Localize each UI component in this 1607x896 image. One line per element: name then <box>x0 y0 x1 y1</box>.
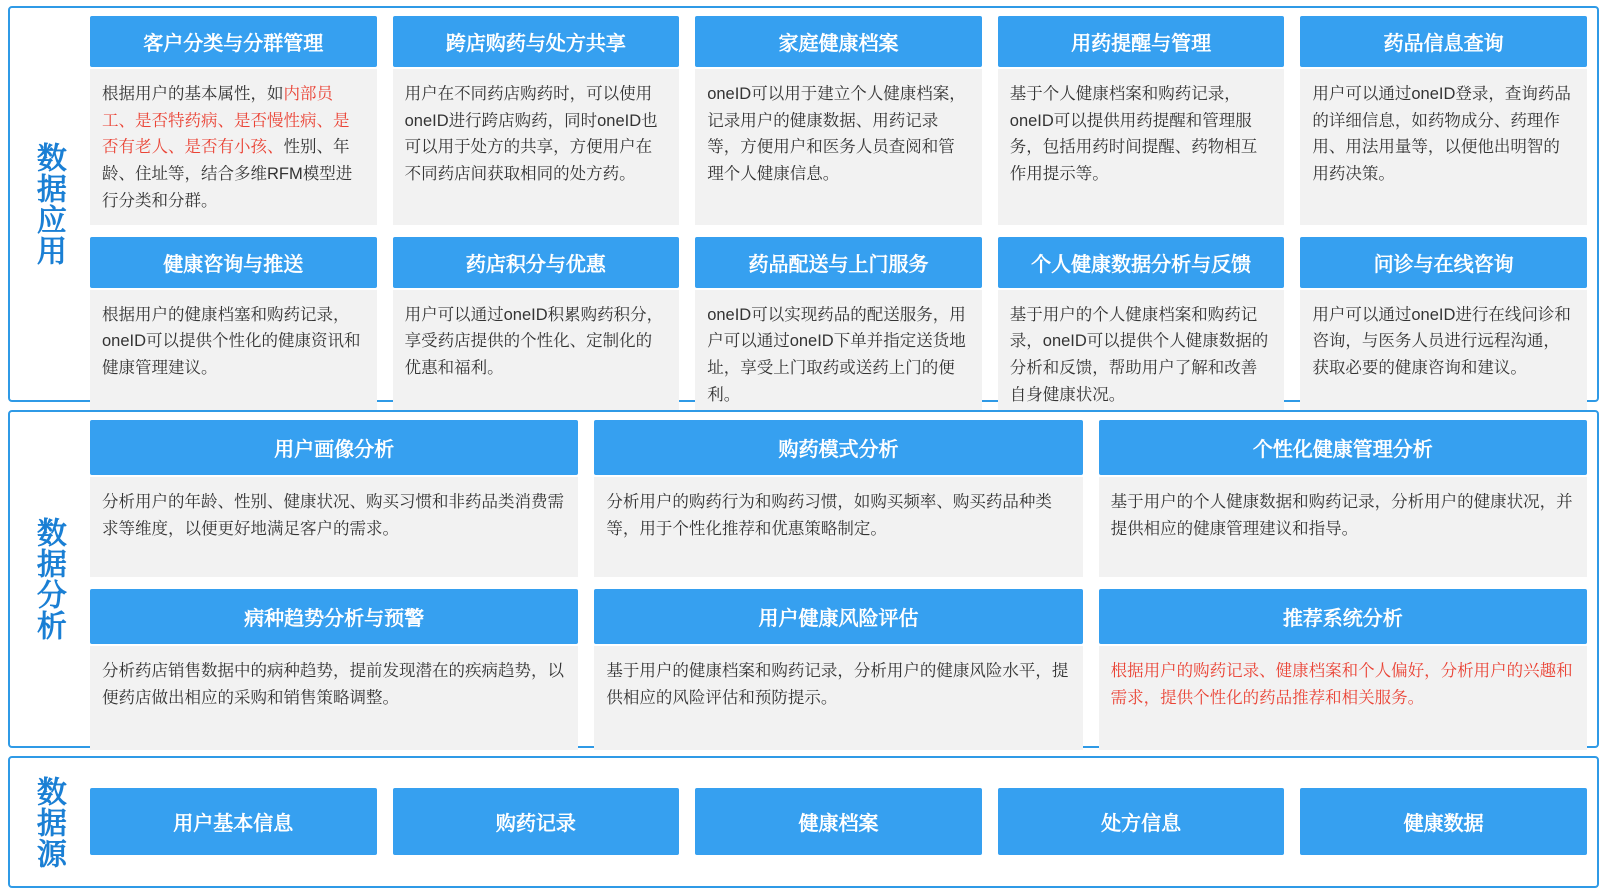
card-description-highlight: 内部员工、是否特药病、是否慢性病、是否有老人、是否有小孩、 <box>102 85 350 157</box>
card-description-suffix: 性别、年龄、住址等，结合多维RFM模型进行分类和分群。 <box>102 138 353 210</box>
card-row <box>90 420 1587 577</box>
card-description: 基于用户的个人健康数据和购药记录，分析用户的健康状况，并提供相应的健康管理建议和指导。 <box>1099 477 1587 577</box>
card-description: 根据用户的购药记录、健康档案和个人偏好，分析用户的兴趣和需求，提供个性化的药品推荐和相关服务。 <box>1099 646 1587 750</box>
card-row <box>90 16 1587 225</box>
card-personalized-health-management-analysis[interactable] <box>1099 420 1587 577</box>
section-data-source <box>8 756 1599 888</box>
card-customer-segmentation[interactable] <box>90 16 377 225</box>
card-user-profile-analysis[interactable] <box>90 420 578 577</box>
card-title: 购药模式分析 <box>594 420 1082 475</box>
card-disease-trend-analysis[interactable] <box>90 589 578 750</box>
card-title: 健康数据 <box>1300 788 1587 855</box>
card-drug-delivery-service[interactable] <box>695 237 982 419</box>
card-description: 分析用户的年龄、性别、健康状况、购买习惯和非药品类消费需求等维度，以便更好地满足客户的需求。 <box>90 477 578 577</box>
card-medication-reminder[interactable] <box>998 16 1285 225</box>
card-title: 健康咨询与推送 <box>90 237 377 288</box>
card-title: 家庭健康档案 <box>695 16 982 67</box>
card-title: 处方信息 <box>998 788 1285 855</box>
card-description: 根据用户的健康档塞和购药记录，oneID可以提供个性化的健康资讯和健康管理建议。 <box>90 290 377 419</box>
card-title: 健康档案 <box>695 788 982 855</box>
card-title: 用户画像分析 <box>90 420 578 475</box>
card-title: 购药记录 <box>393 788 680 855</box>
card-description-prefix: 根据用户的基本属性，如 <box>102 85 284 103</box>
section-body-data-source <box>86 758 1597 886</box>
card-title: 用户基本信息 <box>90 788 377 855</box>
card-title: 药店积分与优惠 <box>393 237 680 288</box>
source-user-basic-info[interactable] <box>90 788 377 855</box>
card-title: 病种趋势分析与预警 <box>90 589 578 644</box>
section-label-text: 数据分析 <box>31 517 65 641</box>
card-title: 客户分类与分群管理 <box>90 16 377 67</box>
card-purchase-pattern-analysis[interactable] <box>594 420 1082 577</box>
card-description: 分析药店销售数据中的病种趋势，提前发现潜在的疾病趋势，以便药店做出相应的采购和销售策略调整。 <box>90 646 578 750</box>
card-row <box>90 237 1587 419</box>
card-title: 个人健康数据分析与反馈 <box>998 237 1285 288</box>
section-label-text: 数据应用 <box>31 142 65 266</box>
card-title: 药品配送与上门服务 <box>695 237 982 288</box>
section-data-analysis <box>8 410 1599 748</box>
card-drug-information-query[interactable] <box>1300 16 1587 225</box>
card-pharmacy-points-discount[interactable] <box>393 237 680 419</box>
card-description: 用户在不同药店购药时，可以使用oneID进行跨店购药，同时oneID也可以用于处方的共享，方便用户在不同药店间获取相同的处方药。 <box>393 69 680 225</box>
section-body-data-analysis <box>86 412 1597 746</box>
card-description: 基于用户的个人健康档案和购药记录，oneID可以提供个人健康数据的分析和反馈，帮助用户了解和改善自身健康状况。 <box>998 290 1285 419</box>
source-health-data[interactable] <box>1300 788 1587 855</box>
card-title: 问诊与在线咨询 <box>1300 237 1587 288</box>
section-data-application <box>8 6 1599 402</box>
card-description: 基于个人健康档案和购药记录，oneID可以提供用药提醒和管理服务，包括用药时间提醒、药物相互作用提示等。 <box>998 69 1285 225</box>
card-description: 分析用户的购药行为和购药习惯，如购买频率、购买药品种类等，用于个性化推荐和优惠策略制定。 <box>594 477 1082 577</box>
card-description: oneID可以实现药品的配送服务，用户可以通过oneID下单并指定送货地址，享受上门取药或送药上门的便利。 <box>695 290 982 419</box>
source-prescription-info[interactable] <box>998 788 1285 855</box>
card-description: 基于用户的健康档案和购药记录，分析用户的健康风险水平，提供相应的风险评估和预防提示。 <box>594 646 1082 750</box>
section-label-data-application <box>10 8 86 400</box>
card-title: 跨店购药与处方共享 <box>393 16 680 67</box>
card-description: 用户可以通过oneID进行在线问诊和咨询，与医务人员进行远程沟通，获取必要的健康咨询和建议。 <box>1300 290 1587 419</box>
card-description: 用户可以通过oneID登录，查询药品的详细信息，如药物成分、药理作用、用法用量等，以便他出明智的用药决策。 <box>1300 69 1587 225</box>
card-title: 用药提醒与管理 <box>998 16 1285 67</box>
section-label-data-analysis <box>10 412 86 746</box>
source-purchase-records[interactable] <box>393 788 680 855</box>
source-health-records[interactable] <box>695 788 982 855</box>
card-title: 药品信息查询 <box>1300 16 1587 67</box>
card-title: 推荐系统分析 <box>1099 589 1587 644</box>
section-label-data-source <box>10 758 86 886</box>
card-row <box>90 589 1587 750</box>
card-family-health-record[interactable] <box>695 16 982 225</box>
card-description <box>90 69 377 225</box>
card-description: 用户可以通过oneID积累购药积分，享受药店提供的个性化、定制化的优惠和福利。 <box>393 290 680 419</box>
section-label-text: 数据源 <box>31 775 65 869</box>
card-health-risk-assessment[interactable] <box>594 589 1082 750</box>
card-title: 用户健康风险评估 <box>594 589 1082 644</box>
card-health-consultation-push[interactable] <box>90 237 377 419</box>
card-row <box>90 788 1587 855</box>
card-recommendation-system-analysis[interactable] <box>1099 589 1587 750</box>
card-personal-health-analysis[interactable] <box>998 237 1285 419</box>
card-description: oneID可以用于建立个人健康档案，记录用户的健康数据、用药记录等，方便用户和医务人员查阅和管理个人健康信息。 <box>695 69 982 225</box>
section-body-data-application <box>86 8 1597 404</box>
card-online-consultation[interactable] <box>1300 237 1587 419</box>
card-cross-store-purchase[interactable] <box>393 16 680 225</box>
card-title: 个性化健康管理分析 <box>1099 420 1587 475</box>
